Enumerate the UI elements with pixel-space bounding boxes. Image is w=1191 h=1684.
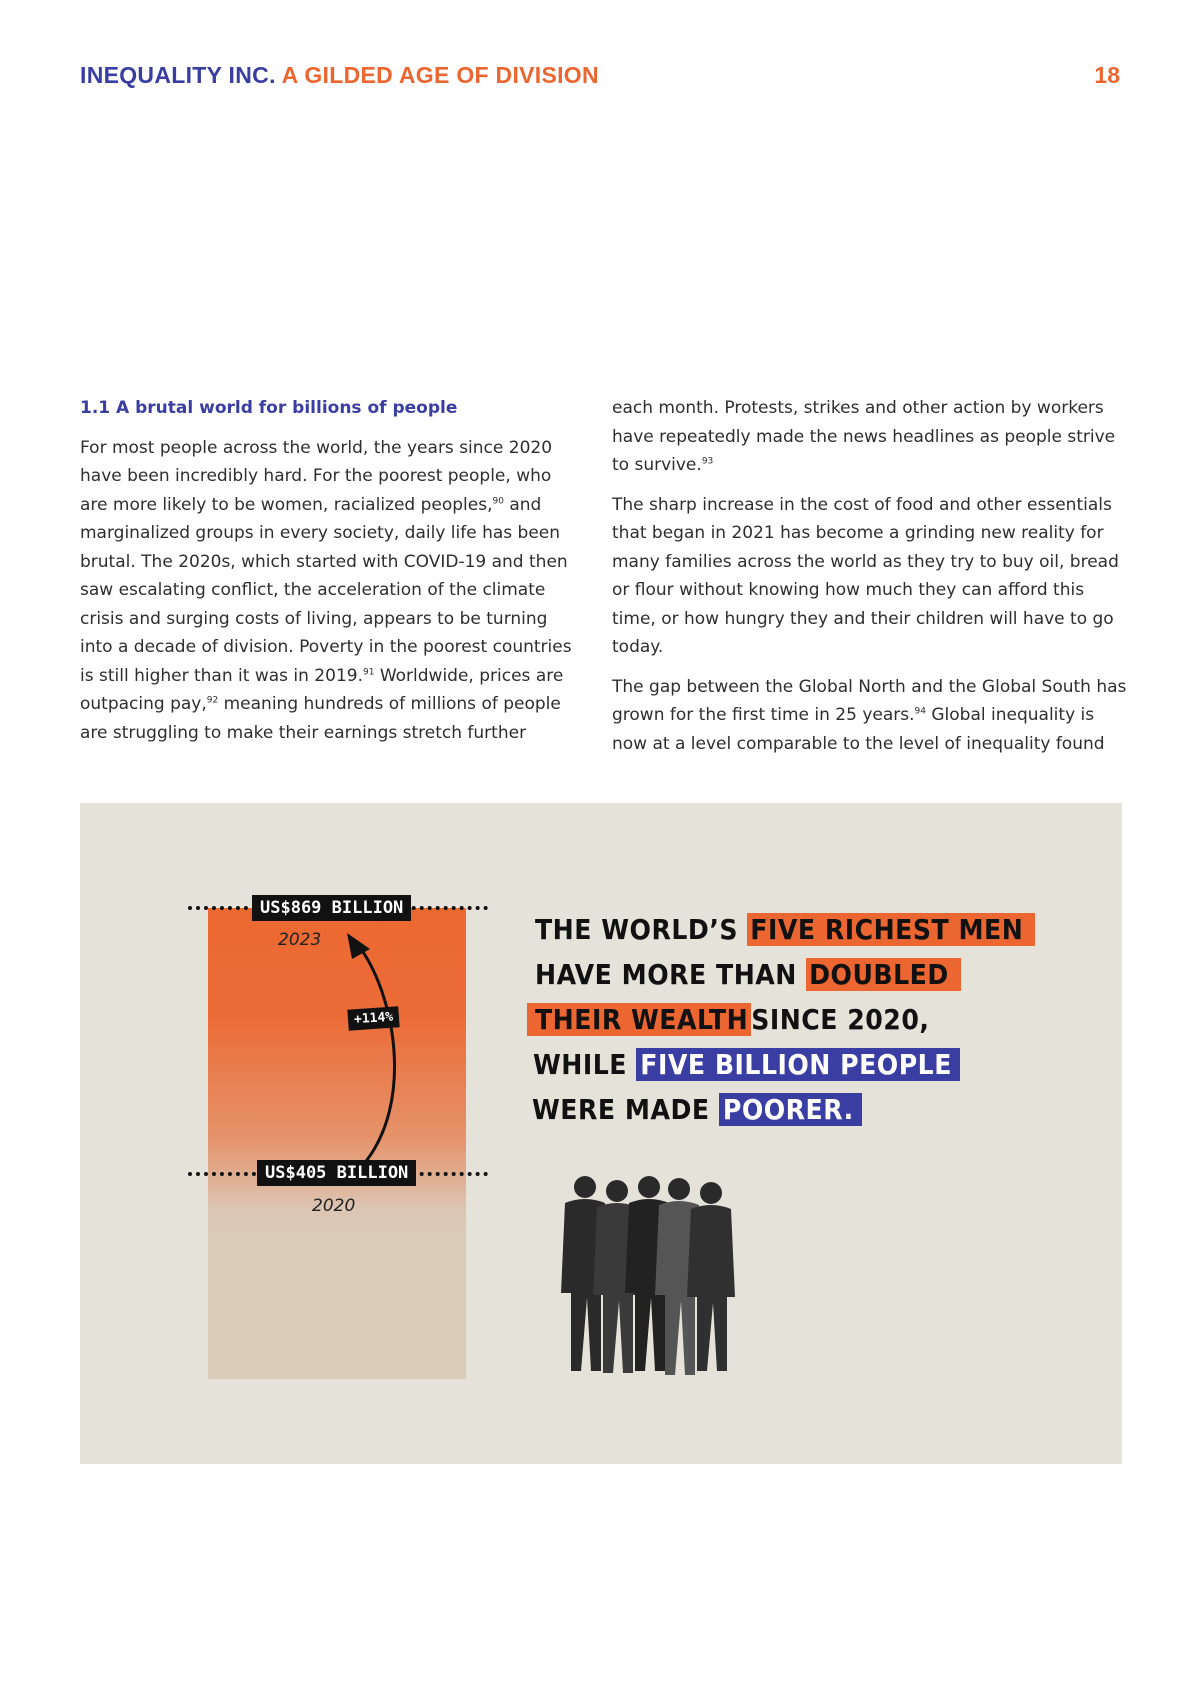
footnote-ref[interactable]: 92 — [206, 695, 219, 706]
section-title: 1.1 A brutal world for billions of people — [80, 398, 458, 418]
bottom-year: 2020 — [312, 1196, 356, 1216]
highlight-orange: THEIR WEALTH — [527, 1003, 751, 1036]
paragraph: each month. Protests, strikes and other action by workers have repeatedly made the news headlines as people strive to survive.$^{93}$ — [612, 398, 1116, 475]
change-label: +114% — [347, 1006, 399, 1031]
headline-line-1: THE WORLD’S FIVE RICHEST MEN — [535, 913, 1035, 946]
headline-line-2: HAVE MORE THAN DOUBLED — [535, 958, 961, 991]
highlight-blue: POORER. — [719, 1093, 862, 1126]
running-header — [80, 62, 599, 89]
headline-line-3: THEIR WEALTH SINCE 2020, — [527, 1003, 929, 1036]
top-value-label: US$869 BILLION — [252, 895, 411, 921]
highlight-orange: FIVE RICHEST MEN — [747, 913, 1035, 946]
left-column — [80, 394, 578, 758]
five-men-illustration — [545, 1173, 745, 1378]
footnote-ref[interactable]: 94 — [914, 706, 926, 717]
footnote-ref[interactable]: 90 — [492, 495, 504, 506]
infographic-panel — [80, 803, 1122, 1464]
paragraph: The sharp increase in the cost of food and other essentials that began in 2021 has become a grinding new reality for many families across the world as they try to buy oil, bread or flour without knowing how much they can afford this time, or how hungry they and their children will have to go today. — [612, 494, 1119, 657]
report-title: INEQUALITY INC. — [80, 62, 276, 88]
growth-arrow-icon — [330, 933, 430, 1173]
top-year: 2023 — [278, 930, 322, 950]
footnote-ref[interactable]: 91 — [362, 666, 375, 677]
right-column — [612, 394, 1127, 769]
headline-line-4: WHILE FIVE BILLION PEOPLE — [533, 1048, 960, 1081]
footnote-ref[interactable]: 93 — [701, 456, 714, 467]
chapter-title: A GILDED AGE OF DIVISION — [281, 62, 599, 88]
paragraph: For most people across the world, the years since 2020 have been incredibly hard. For the poorest people, who are more likely to be women, racialized peoples,$^{90}$ and marginalized groups in every society, daily life has been brutal. The 2020s, which started with COVID-19 and then saw escalating conflict, the acceleration of the climate crisis and surging costs of living, appears to be turning into a decade of division. Poverty in the poorest countries is still higher than it was in 2019.91 Worldwide, prices are outpacing pay,$^{92}$ meaning hundreds of millions of people are struggling to make their earnings stretch further — [80, 437, 572, 743]
bottom-value-label: US$405 BILLION — [257, 1160, 416, 1186]
headline-line-5: WERE MADE POORER. — [532, 1093, 862, 1126]
highlight-blue: FIVE BILLION PEOPLE — [636, 1048, 960, 1081]
paragraph: The gap between the Global North and the Global South has grown for the first time in 25 years.$^{94}$ Global inequality is now at a level comparable to the level of inequality found — [612, 676, 1127, 754]
page-number: 18 — [1094, 62, 1120, 88]
highlight-orange: DOUBLED — [806, 958, 961, 991]
